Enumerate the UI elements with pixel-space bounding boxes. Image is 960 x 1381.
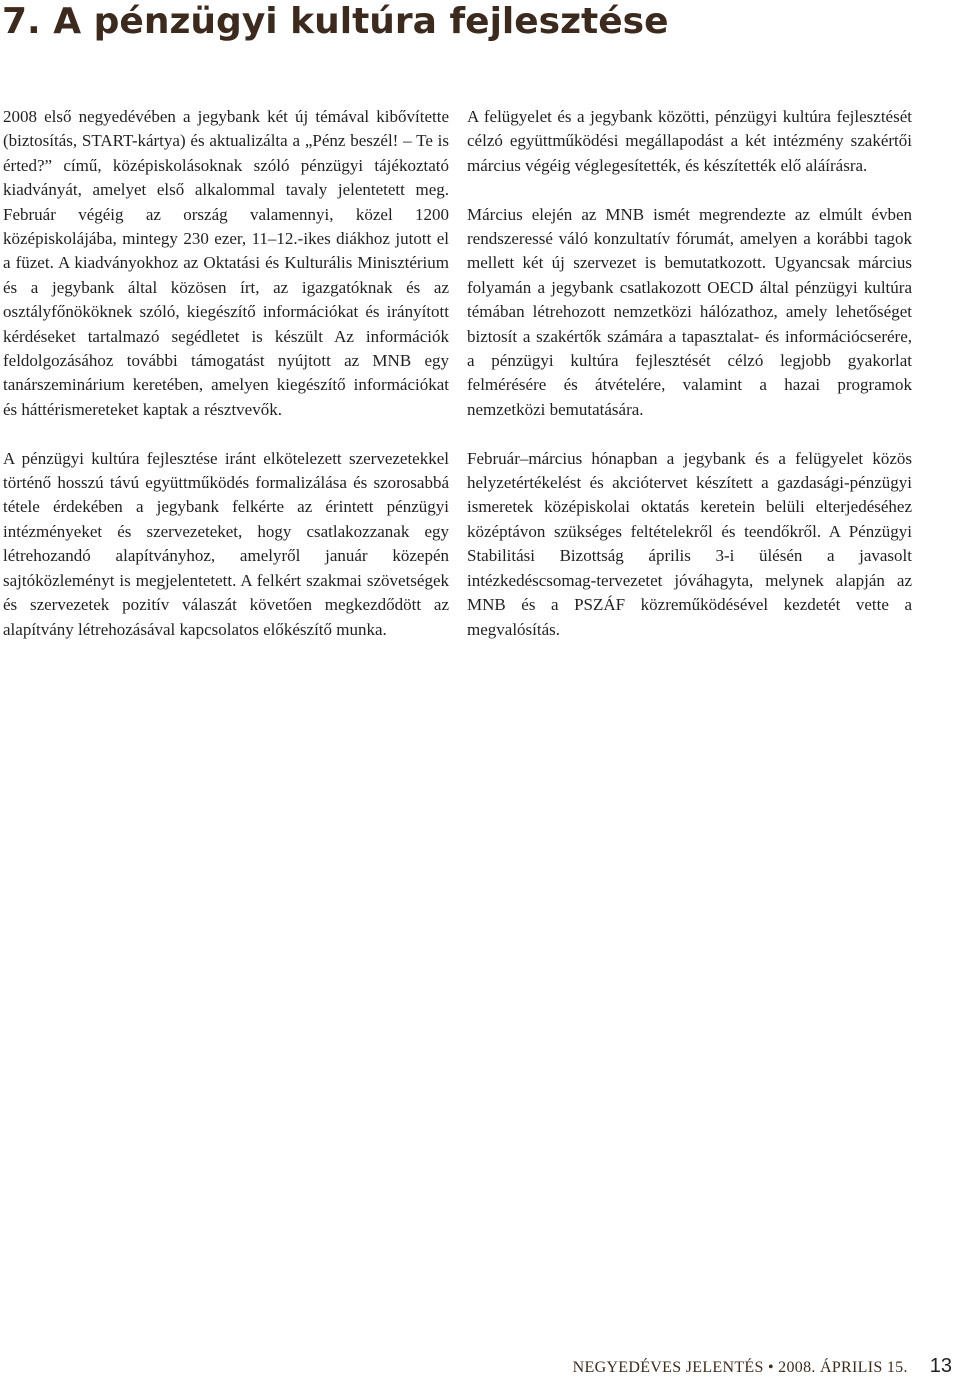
page-footer (573, 1355, 952, 1378)
paragraph: 2008 első negyedévében a jegybank két új témával kibővítette (biztosítás, START-kártya) és aktualizálta a „Pénz beszél! – Te is érted?” című, középiskolásoknak szóló pénzügyi tájékoztató kiadványát, amelyet első alkalommal tavaly jelentetett meg. Február végéig az ország valamennyi, közel 1200 középiskolájába, mintegy 230 ezer, 11–12.-ikes diákhoz jutott el a füzet. A kiadványokhoz az Oktatási és Kulturális Minisztérium és a jegybank által közösen írt, az igazgatóknak és az osztályfőnököknek szóló, kiegészítő információkat és irányított kérdéseket tartalmazó segédletet is készült Az információk feldolgozásához további támogatást nyújtott az MNB egy tanárszeminárium keretében, amelyen kiegészítő információkat és háttérismereteket kaptak a résztvevők. (3, 107, 449, 419)
right-column (467, 105, 912, 666)
paragraph: Február–március hónapban a jegybank és a felügyelet közös helyzetértékelést és akciótervet készített a gazdasági-pénzügyi ismeretek középiskolai oktatás keretein belüli elterjedéséhez középtávon szükséges feltételekről és teendőkről. A Pénzügyi Stabilitási Bizottság április 3-i ülésén a javasolt intézkedéscsomag-tervezetet jóváhagyta, melynek alapján az MNB és a PSZÁF közreműködésével kezdetét vette a megvalósítás. (467, 448, 912, 639)
paragraph: Március elején az MNB ismét megrendezte az elmúlt évben rendszeressé váló konzultatív fórumát, amelyen a korábbi tagok mellett két új szervezet is bemutatkozott. Ugyancsak március folyamán a jegybank csatlakozott OECD által pénzügyi kultúra témában létrehozott nemzetközi hálózathoz, amely lehetőséget biztosít a szakértők számára a tapasztalat- és információcserére, a pénzügyi kultúra fejlesztését célzó legjobb gyakorlat felmérésére és átvételére, valamint a hazai programok nemzetközi bemutatására. (467, 204, 912, 419)
page-number: 13 (929, 1355, 952, 1377)
paragraph: A pénzügyi kultúra fejlesztése iránt elkötelezett szervezetekkel történő hosszú távú együttműködés formalizálása és szorosabbá tétele érdekében a jegybank felkérte az érintett pénzügyi intézményeket és szervezeteket, hogy csatlakozzanak egy létrehozandó alapítványhoz, amelyről január közepén sajtóközleményt is megjelentetett. A felkért szakmai szövetségek és szervezetek pozitív válaszát követően megkezdődött az alapítvány létrehozásával kapcsolatos előkészítő munka. (3, 448, 449, 639)
paragraph: A felügyelet és a jegybank közötti, pénzügyi kultúra fejlesztését célzó együttműködési megállapodást a két intézmény szakértői március végéig véglegesítették, és készítették elő aláírásra. (467, 107, 912, 175)
report-title: NEGYEDÉVES JELENTÉS • 2008. ÁPRILIS 15. (572, 1359, 908, 1376)
left-column (3, 105, 449, 666)
page-title: 7. A pénzügyi kultúra fejlesztése (2, 1, 669, 42)
